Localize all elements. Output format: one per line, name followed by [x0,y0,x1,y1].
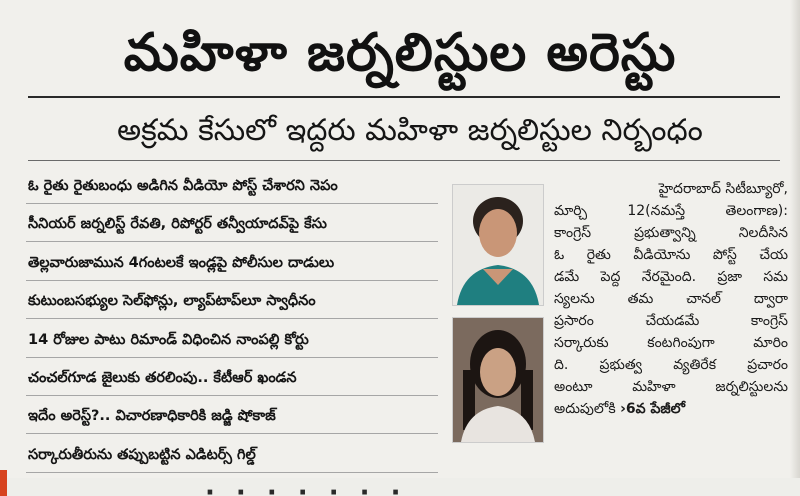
highlight-item: కుటుంబసభ్యుల సెల్‌ఫోన్లు, ల్యాప్‌టాప్‌లూ స్వాధీనం [26,287,438,319]
story-body [554,178,788,420]
story-line-last [554,398,788,420]
highlight-item: సీనియర్ జర్నలిస్ట్ రేవతి, రిపోర్టర్ తన్వీయాదవ్‌పై కేసు [26,210,438,242]
story-line: ఓ రైతు వీడియోను పోస్ట్ చేయ [554,247,788,263]
section-tab [0,470,7,496]
highlight-item: తెల్లవారుజామున 4గంటలకే ఇండ్లపై పోలీసుల దాడులు [26,249,438,281]
journalist-photo-1 [452,184,544,306]
highlight-item: 14 రోజుల పాటు రిమాండ్ విధించిన నాంపల్లి కోర్టు [26,326,438,358]
story-line: మార్చి 12(నమస్తే తెలంగాణ): [554,203,788,219]
story-line: డమే పెద్ద నేరమైంది. ప్రజా సమ [554,269,788,285]
story-line: అంటూ మహిళా జర్నలిస్టులను [554,379,788,395]
page-edge [790,0,800,496]
next-article-strip [0,478,800,496]
highlights-list [26,172,438,479]
story-line: ప్రసారం చేయడమే కాంగ్రెస్ [554,313,788,329]
highlight-item: చంచల్‌గూడ జైలుకు తరలింపు.. కేటీఆర్ ఖండన [26,364,438,396]
story-line: కాంగ్రెస్ ప్రభుత్వాన్ని నిలదీసిన [554,225,788,241]
headline-rule [28,96,780,98]
story-line: స్యలను తమ చానల్ ద్వారా [554,291,788,307]
subheadline-rule [28,160,780,161]
story-line-text: అదుపులోకి [554,401,616,417]
continued-on-page-link[interactable]: ›6వ పేజీలో [620,401,686,417]
story-line: ది. ప్రభుత్వ వ్యతిరేక ప్రచారం [554,357,788,373]
journalist-photo-2 [452,317,544,443]
next-headline-fragment: · · · · · · · [205,478,407,496]
story-line: హైదరాబాద్ సిటీబ్యూరో, [658,181,788,197]
story-line: సర్కారుకు కంటగింపుగా మారిం [554,335,788,351]
highlight-item: ఇదేం అరెస్ట్?.. విచారణాధికారికి జడ్జి షోకాజ్ [26,402,438,434]
headline: మహిళా జర్నలిస్టుల అరెస్టు [123,23,677,83]
highlight-item: ఓ రైతు రైతుబంధు అడిగిన వీడియో పోస్ట్ చేశారని నెపం [26,172,438,204]
highlight-item: సర్కారుతీరును తప్పుబట్టిన ఎడిటర్స్ గిల్డ్ [26,441,438,473]
portrait-2-illustration [453,318,543,442]
subheadline: అక్రమ కేసులో ఇద్దరు మహిళా జర్నలిస్టుల నిర్బంధం [117,113,703,148]
portrait-1-illustration [453,185,543,305]
